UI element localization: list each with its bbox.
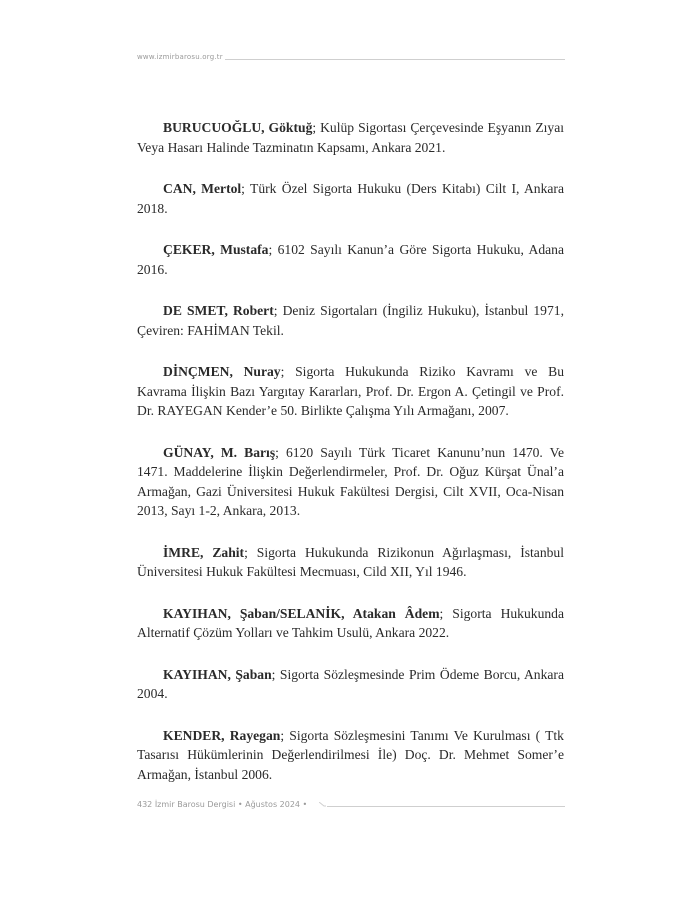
reference-author: KENDER, Rayegan (163, 727, 281, 743)
footer-divider-notch (319, 802, 326, 809)
reference-entry (137, 604, 564, 643)
reference-author: ÇEKER, Mustafa (163, 242, 269, 257)
reference-text: ; Sigorta Hukukunda Alternatif Çözüm Yolları ve Tahkim Usulü, Ankara 2022. (137, 605, 564, 640)
reference-author: KAYIHAN, Şaban/SELANİK, Atakan Âdem (163, 605, 440, 621)
reference-entry (137, 301, 564, 340)
reference-text: ; Kulüp Sigortası Çerçevesinde Eşyanın Zıyaı Veya Hasarı Halinde Tazminatın Kapsamı, Ankara 2021. (137, 120, 565, 155)
reference-entry (137, 665, 564, 704)
page-footer (137, 800, 565, 814)
header-divider (225, 59, 565, 60)
reference-author: DE SMET, Robert (163, 303, 274, 318)
reference-entry (137, 179, 564, 218)
reference-text: ; Sigorta Sözleşmesinde Prim Ödeme Borcu, Ankara 2004. (137, 666, 564, 701)
reference-author: KAYIHAN, Şaban (163, 666, 272, 682)
reference-text: ; Türk Özel Sigorta Hukuku (Ders Kitabı) Cilt I, Ankara 2018. (137, 181, 564, 216)
reference-author: İMRE, Zahit (163, 544, 245, 560)
reference-text: ; 6102 Sayılı Kanun’a Göre Sigorta Hukuku, Adana 2016. (137, 242, 564, 277)
reference-entry (137, 726, 564, 785)
reference-author: BURUCUOĞLU, Göktuğ (163, 120, 313, 135)
references-list (137, 118, 564, 806)
reference-text: ; 6120 Sayılı Türk Ticaret Kanunu’nun 1470. Ve 1471. Maddelerine İlişkin Değerlendirmeler, Prof. Dr. Oğuz Kürşat Ünal’a Armağan, Gazi Üniversitesi Hukuk Fakültesi Dergisi, Cilt XVII, Oca-Nisan 2013, Sayı 1-2, Ankara, 2013. (137, 444, 565, 518)
reference-author: DİNÇMEN, Nuray (163, 364, 281, 379)
footer-divider (327, 806, 565, 807)
reference-text: ; Sigorta Hukukunda Riziko Kavramı ve Bu Kavrama İlişkin Bazı Yargıtay Kararları, Prof. Dr. Ergon A. Çetingil ve Prof. Dr. RAYEGAN Kender’e 50. Birlikte Çalışma Yılı Armağanı, 2007. (137, 364, 564, 418)
reference-entry (137, 240, 564, 279)
reference-entry (137, 118, 564, 157)
reference-text: ; Deniz Sigortaları (İngiliz Hukuku), İstanbul 1971, Çeviren: FAHİMAN Tekil. (137, 303, 564, 338)
footer-text: 432 İzmir Barosu Dergisi • Ağustos 2024 • (137, 800, 308, 809)
reference-author: GÜNAY, M. Barış (163, 444, 276, 460)
reference-author: CAN, Mertol (163, 181, 242, 196)
page-header (137, 53, 565, 67)
reference-text: ; Sigorta Hukukunda Rizikonun Ağırlaşması, İstanbul Üniversitesi Hukuk Fakültesi Mecmuası, Cild XII, Yıl 1946. (137, 544, 564, 579)
header-url: www.izmirbarosu.org.tr (137, 53, 223, 61)
reference-text: ; Sigorta Sözleşmesini Tanımı Ve Kurulması ( Ttk Tasarısı Hükümlerinin Değerlendirilmesi İle) Doç. Dr. Mehmet Somer’e Armağan, İstanbul 2006. (137, 727, 564, 782)
reference-entry (137, 443, 564, 521)
reference-entry (137, 543, 564, 582)
reference-entry (137, 362, 564, 421)
